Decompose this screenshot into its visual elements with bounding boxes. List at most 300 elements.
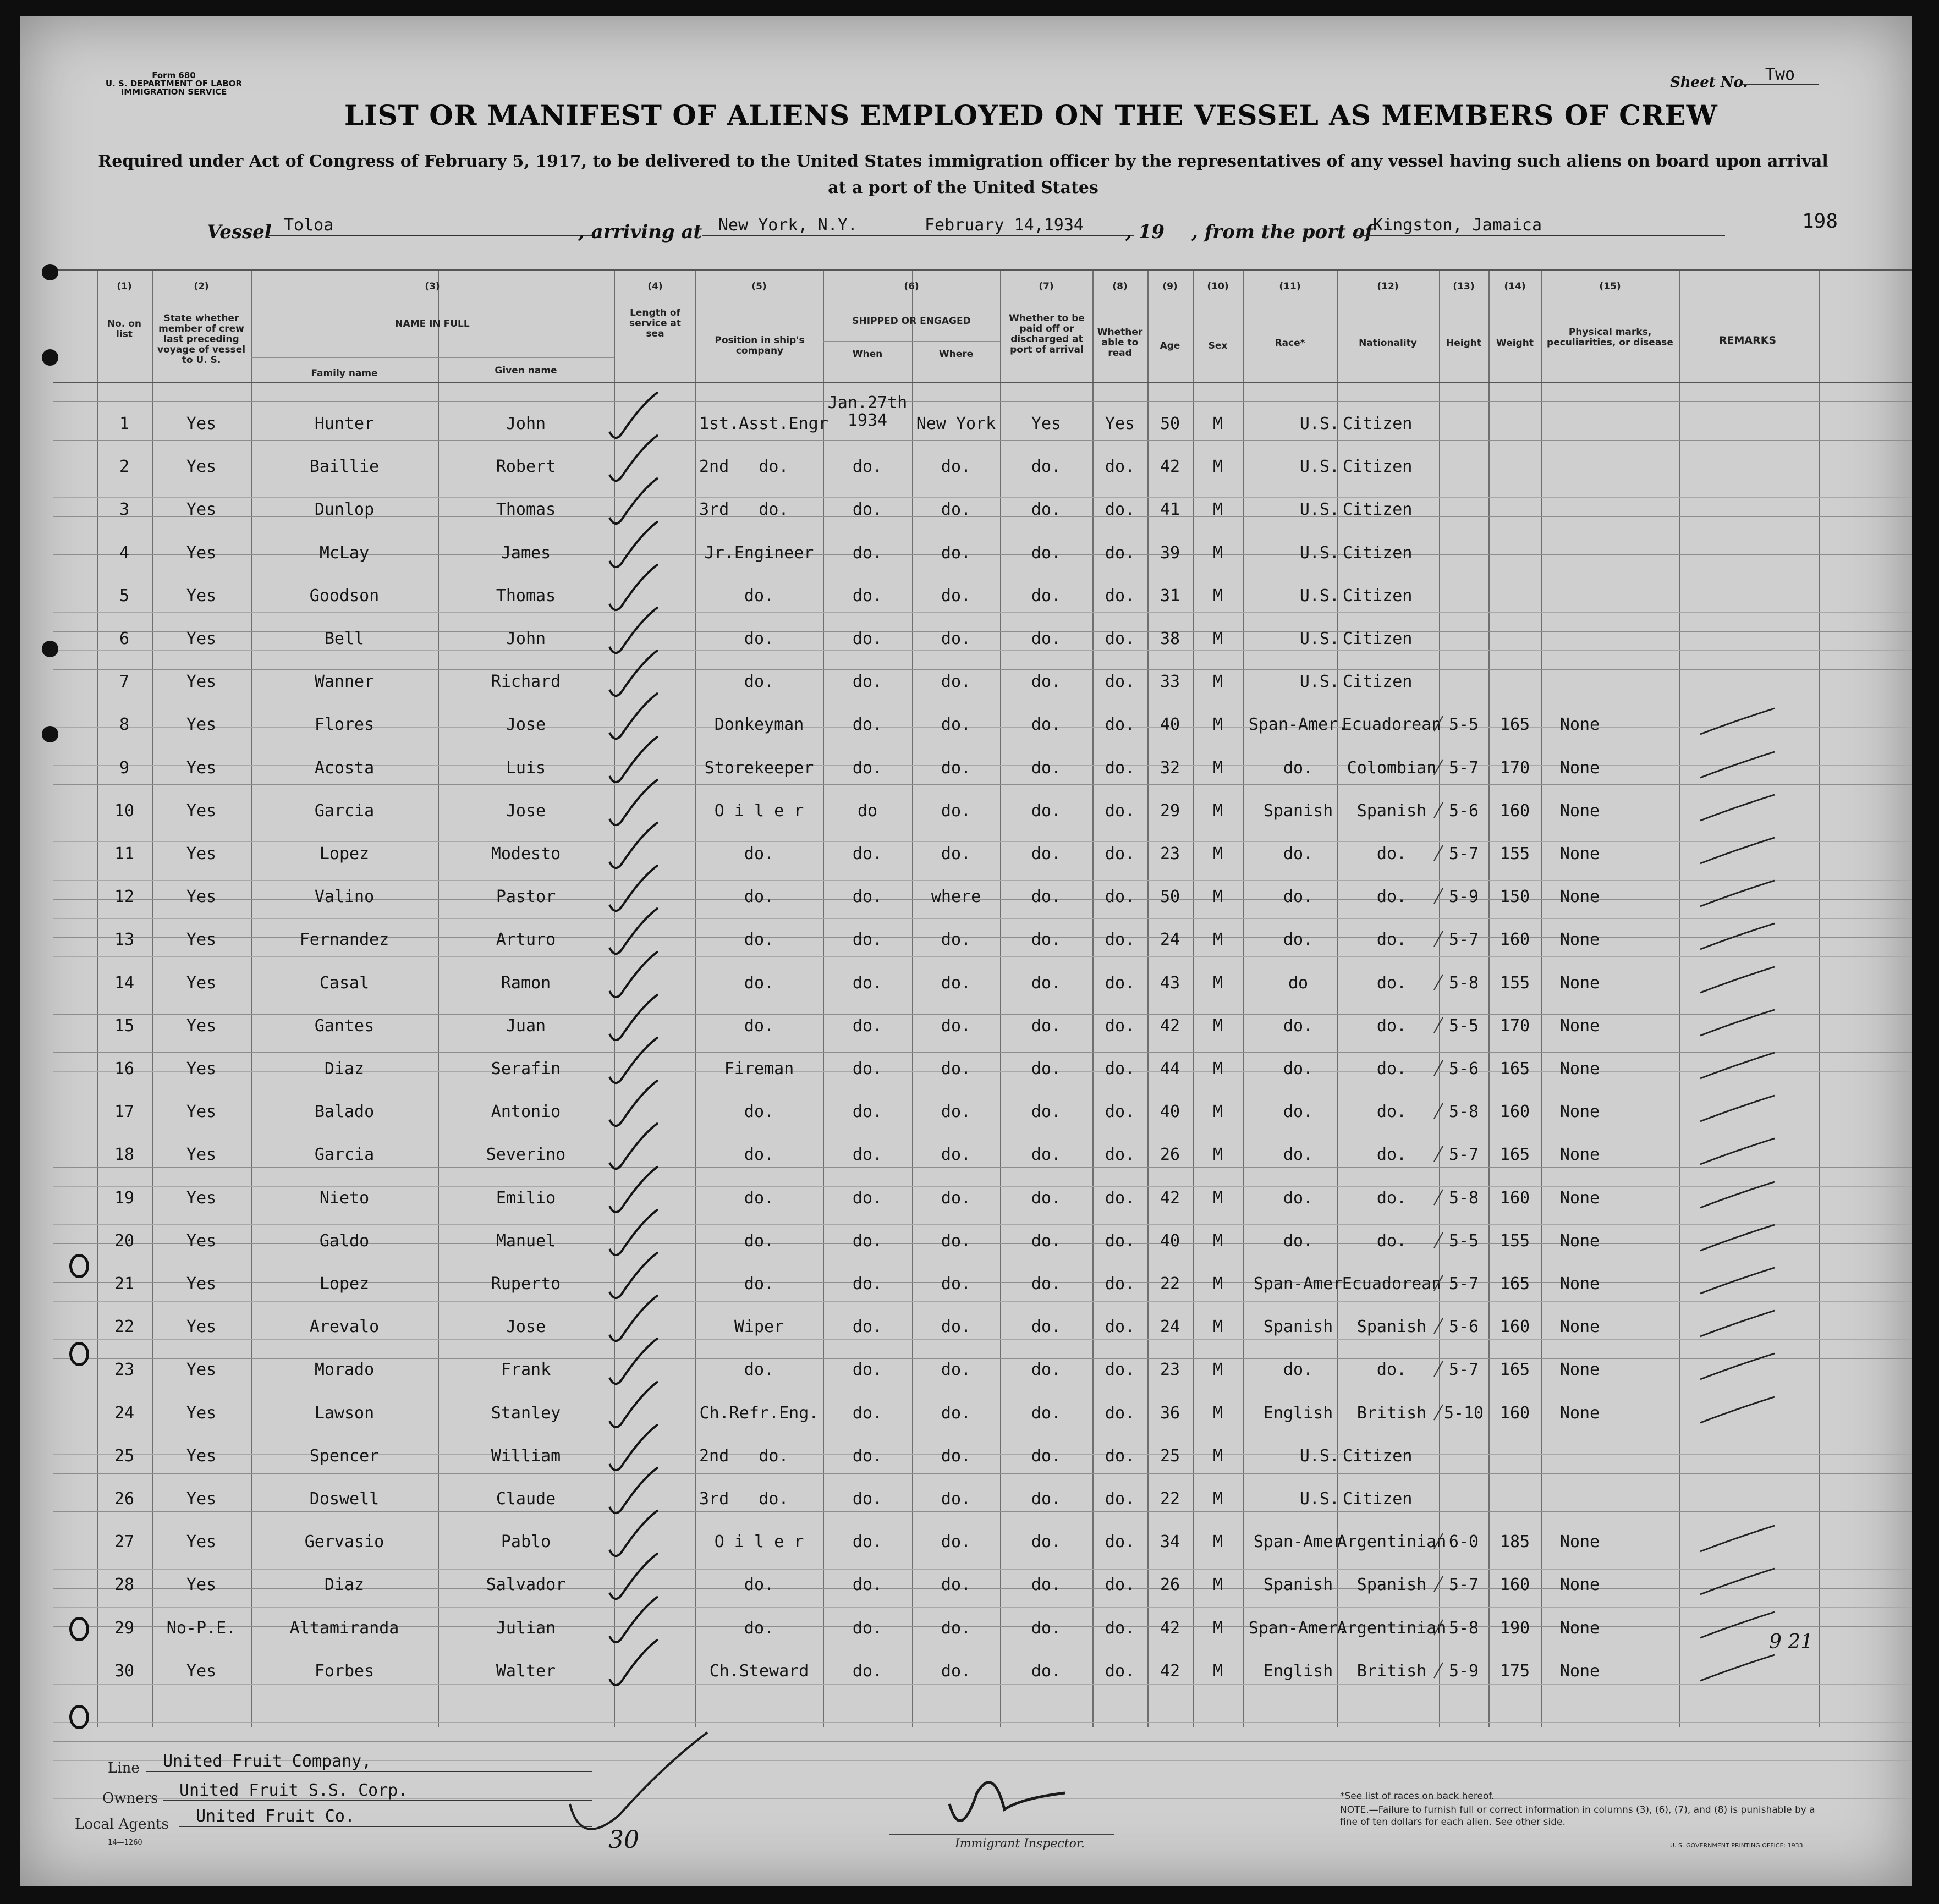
nationality-tick xyxy=(1431,885,1447,907)
cell-given: Jose xyxy=(506,801,546,821)
cell-paid: do. xyxy=(1031,844,1062,863)
cell-sex: M xyxy=(1212,586,1223,606)
nationality-tick xyxy=(1431,1530,1447,1552)
col-number-5: (5) xyxy=(751,281,767,292)
cell-no: 15 xyxy=(114,1016,135,1036)
cell-given: Richard xyxy=(491,672,561,692)
cell-height: 5-7 xyxy=(1448,930,1479,950)
cell-no: 9 xyxy=(119,758,130,778)
cell-family: Lopez xyxy=(319,1274,370,1294)
cell-where: do. xyxy=(941,844,971,863)
cell-family: Nieto xyxy=(319,1188,370,1208)
cell-sex: M xyxy=(1212,500,1223,520)
cell-position: do. xyxy=(744,1274,774,1294)
cell-paid: do. xyxy=(1031,543,1062,563)
col-number-7: (7) xyxy=(1039,281,1054,292)
cell-sex: M xyxy=(1212,1274,1223,1294)
cell-nationality: Citizen xyxy=(1343,414,1413,433)
cell-age: 39 xyxy=(1160,543,1180,563)
cell-no: 3 xyxy=(119,500,130,520)
cell-read: do. xyxy=(1105,1145,1135,1165)
cell-race: do. xyxy=(1283,1360,1314,1380)
cell-prev: Yes xyxy=(186,1102,217,1122)
table-row xyxy=(20,1313,1912,1356)
cell-race: U.S. xyxy=(1299,500,1339,520)
cell-when: do. xyxy=(852,1188,883,1208)
cell-race: U.S. xyxy=(1299,586,1339,606)
cell-where: do. xyxy=(941,1274,971,1294)
cell-paid: do. xyxy=(1031,758,1062,778)
cell-prev: Yes xyxy=(186,801,217,821)
cell-read: do. xyxy=(1105,1575,1135,1595)
cell-position: do. xyxy=(744,672,774,692)
cell-nationality: do. xyxy=(1376,1145,1407,1165)
cell-prev: Yes xyxy=(186,1145,217,1165)
cell-family: Galdo xyxy=(319,1231,370,1251)
cell-position: Ch.Refr.Eng. xyxy=(699,1403,819,1423)
cell-given: Luis xyxy=(506,758,546,778)
form-header xyxy=(91,71,256,96)
cell-age: 34 xyxy=(1160,1532,1180,1552)
remarks-slash xyxy=(1698,1564,1780,1603)
cell-marks: None xyxy=(1559,1317,1600,1337)
cell-no: 4 xyxy=(119,543,130,563)
cell-where: do. xyxy=(941,1618,971,1638)
nationality-tick xyxy=(1431,1401,1447,1423)
table-row xyxy=(20,1098,1912,1141)
cell-marks: None xyxy=(1559,1016,1600,1036)
remarks-slash xyxy=(1698,962,1780,1001)
cell-age: 22 xyxy=(1160,1489,1180,1509)
cell-given: Salvador xyxy=(486,1575,566,1595)
cell-given: Emilio xyxy=(496,1188,556,1208)
cell-family: Fernandez xyxy=(299,930,389,950)
cell-position: do. xyxy=(744,1618,774,1638)
cell-position: do. xyxy=(744,629,774,648)
cell-read: do. xyxy=(1105,500,1135,520)
col-header-able-to-read: Whether able to read xyxy=(1097,327,1143,359)
binder-ring xyxy=(69,1254,89,1278)
cell-where: do. xyxy=(941,715,971,735)
cell-where: do. xyxy=(941,1403,971,1423)
cell-weight: 155 xyxy=(1499,844,1530,863)
cell-race: do. xyxy=(1283,1016,1314,1036)
cell-no: 25 xyxy=(114,1446,135,1466)
table-row xyxy=(20,625,1912,668)
department: U. S. DEPARTMENT OF LABOR xyxy=(105,79,243,89)
cell-prev: Yes xyxy=(186,758,217,778)
cell-given: Severino xyxy=(486,1145,566,1165)
cell-race: Span-Amer. xyxy=(1248,715,1348,735)
cell-when: do. xyxy=(852,1317,883,1337)
cell-nationality: Colombian xyxy=(1347,758,1437,778)
cell-position: do. xyxy=(744,1188,774,1208)
nationality-tick xyxy=(1431,1315,1447,1337)
cell-position: do. xyxy=(744,1231,774,1251)
cell-sex: M xyxy=(1212,629,1223,648)
cell-sex: M xyxy=(1212,1145,1223,1165)
cell-family: Dunlop xyxy=(314,500,375,520)
cell-sex: M xyxy=(1212,1403,1223,1423)
table-row xyxy=(20,754,1912,797)
remarks-slash xyxy=(1698,1091,1780,1130)
cell-given: Jose xyxy=(506,715,546,735)
nationality-tick xyxy=(1431,713,1447,735)
nationality-tick xyxy=(1431,842,1447,864)
cell-paid: do. xyxy=(1031,887,1062,907)
cell-prev: Yes xyxy=(186,1188,217,1208)
binder-ring xyxy=(69,1342,89,1366)
table-row xyxy=(20,582,1912,625)
col-header-paid-off: Whether to be paid off or discharged at port of arrival xyxy=(1009,313,1085,355)
cell-marks: None xyxy=(1559,715,1600,735)
cell-race: English xyxy=(1263,1403,1333,1423)
cell-no: 12 xyxy=(114,887,135,907)
cell-height: 5-7 xyxy=(1448,844,1479,863)
cell-when: do. xyxy=(852,1145,883,1165)
cell-paid: do. xyxy=(1031,1317,1062,1337)
cell-paid: do. xyxy=(1031,1188,1062,1208)
cell-age: 42 xyxy=(1160,1016,1180,1036)
cell-prev: Yes xyxy=(186,1532,217,1552)
cell-race: U.S. xyxy=(1299,457,1339,477)
cell-no: 28 xyxy=(114,1575,135,1595)
cell-read: do. xyxy=(1105,1532,1135,1552)
cell-sex: M xyxy=(1212,457,1223,477)
col-header-age: Age xyxy=(1160,340,1180,351)
col-header-length-of-service: Length of service at sea xyxy=(629,307,682,339)
cell-sex: M xyxy=(1212,1446,1223,1466)
cell-position: do. xyxy=(744,887,774,907)
col-number-2: (2) xyxy=(194,281,209,292)
agents-company: United Fruit Co. xyxy=(179,1807,592,1827)
cell-no: 22 xyxy=(114,1317,135,1337)
cell-when: do. xyxy=(852,672,883,692)
cell-read: do. xyxy=(1105,1231,1135,1251)
cell-no: 7 xyxy=(119,672,130,692)
cell-position: do. xyxy=(744,844,774,863)
service: IMMIGRATION SERVICE xyxy=(120,87,227,97)
cell-prev: Yes xyxy=(186,930,217,950)
cell-when: do xyxy=(857,801,878,821)
cell-race: Span-Amer xyxy=(1253,1532,1343,1552)
cell-weight: 185 xyxy=(1499,1532,1530,1552)
cell-weight: 190 xyxy=(1499,1618,1530,1638)
cell-sex: M xyxy=(1212,1059,1223,1078)
cell-when: Jan.27th 1934 xyxy=(827,393,908,430)
cell-height: 5-8 xyxy=(1448,1102,1479,1122)
cell-prev: Yes xyxy=(186,1274,217,1294)
cell-paid: do. xyxy=(1031,1618,1062,1638)
cell-weight: 165 xyxy=(1499,715,1530,735)
cell-race: Spanish xyxy=(1263,1317,1333,1337)
cell-nationality: Citizen xyxy=(1343,672,1413,692)
cell-given: Antonio xyxy=(491,1102,561,1122)
cell-read: Yes xyxy=(1105,414,1135,433)
cell-height: 5-9 xyxy=(1448,887,1479,907)
remarks-slash xyxy=(1698,1005,1780,1044)
cell-age: 43 xyxy=(1160,973,1180,993)
cell-when: do. xyxy=(852,930,883,950)
ruled-line xyxy=(53,1722,1912,1723)
cell-given: Thomas xyxy=(496,500,556,520)
cell-race: do xyxy=(1288,973,1309,993)
cell-given: Arturo xyxy=(496,930,556,950)
cell-sex: M xyxy=(1212,758,1223,778)
binder-hole xyxy=(42,349,58,366)
cell-height: 5-6 xyxy=(1448,801,1479,821)
nationality-tick xyxy=(1431,1143,1447,1165)
cell-race: U.S. xyxy=(1299,629,1339,648)
year-label: , 19 xyxy=(1125,221,1165,243)
cell-sex: M xyxy=(1212,1618,1223,1638)
table-row xyxy=(20,840,1912,883)
cell-race: do. xyxy=(1283,930,1314,950)
cell-where: do. xyxy=(941,801,971,821)
cell-race: do. xyxy=(1283,844,1314,863)
cell-position: do. xyxy=(744,1016,774,1036)
cell-when: do. xyxy=(852,1059,883,1078)
manifest-sheet xyxy=(20,16,1912,1886)
cell-read: do. xyxy=(1105,1446,1135,1466)
cell-where: do. xyxy=(941,973,971,993)
cell-nationality: Citizen xyxy=(1343,543,1413,563)
cell-family: Garcia xyxy=(314,801,375,821)
cell-nationality: do. xyxy=(1376,1188,1407,1208)
page-subtitle: Required under Act of Congress of February 5, 1917, to be delivered to the United States immigration officer by the representatives of any vessel having such aliens on board upon arrival at a port of the United States xyxy=(98,152,1828,197)
cell-family: Balado xyxy=(314,1102,375,1122)
cell-position: Wiper xyxy=(734,1317,784,1337)
cell-family: Lopez xyxy=(319,844,370,863)
cell-when: do. xyxy=(852,715,883,735)
cell-prev: Yes xyxy=(186,1446,217,1466)
cell-prev: Yes xyxy=(186,1489,217,1509)
line-label: Line xyxy=(108,1760,140,1776)
remarks-slash xyxy=(1698,704,1780,742)
cell-weight: 160 xyxy=(1499,1317,1530,1337)
col-number-13: (13) xyxy=(1453,281,1475,292)
table-row xyxy=(20,453,1912,496)
cell-no: 23 xyxy=(114,1360,135,1380)
cell-paid: do. xyxy=(1031,1016,1062,1036)
cell-sex: M xyxy=(1212,844,1223,863)
cell-when: do. xyxy=(852,1532,883,1552)
cell-given: Juan xyxy=(506,1016,546,1036)
cell-sex: M xyxy=(1212,1016,1223,1036)
cell-paid: do. xyxy=(1031,1532,1062,1552)
cell-race: U.S. xyxy=(1299,1446,1339,1466)
cell-where: do. xyxy=(941,1016,971,1036)
table-row xyxy=(20,1356,1912,1399)
cell-no: 10 xyxy=(114,801,135,821)
col-number-3: (3) xyxy=(425,281,440,292)
cell-where: do. xyxy=(941,629,971,648)
cell-age: 26 xyxy=(1160,1145,1180,1165)
cell-marks: None xyxy=(1559,844,1600,863)
cell-where: do. xyxy=(941,1231,971,1251)
cell-nationality: Spanish xyxy=(1356,801,1427,821)
cell-read: do. xyxy=(1105,887,1135,907)
cell-prev: Yes xyxy=(186,543,217,563)
cell-nationality: Citizen xyxy=(1343,500,1413,520)
cell-family: Doswell xyxy=(309,1489,380,1509)
cell-given: Jose xyxy=(506,1317,546,1337)
cell-nationality: Spanish xyxy=(1356,1575,1427,1595)
cell-prev: Yes xyxy=(186,973,217,993)
printer-note: U. S. GOVERNMENT PRINTING OFFICE: 1933 xyxy=(1670,1842,1803,1849)
cell-position: do. xyxy=(744,1575,774,1595)
cell-sex: M xyxy=(1212,887,1223,907)
cell-given: William xyxy=(491,1446,561,1466)
cell-paid: do. xyxy=(1031,973,1062,993)
cell-where: do. xyxy=(941,1661,971,1681)
cell-age: 42 xyxy=(1160,457,1180,477)
cell-when: do. xyxy=(852,1016,883,1036)
col-number-1: (1) xyxy=(117,281,132,292)
cell-paid: do. xyxy=(1031,586,1062,606)
cell-position: 2nd do. xyxy=(699,1446,789,1466)
cell-read: do. xyxy=(1105,543,1135,563)
cell-when: do. xyxy=(852,1618,883,1638)
table-row xyxy=(20,668,1912,711)
cell-height: 6-0 xyxy=(1448,1532,1479,1552)
cell-paid: do. xyxy=(1031,1059,1062,1078)
cell-paid: do. xyxy=(1031,1102,1062,1122)
cell-where: do. xyxy=(941,1575,971,1595)
cell-where: do. xyxy=(941,930,971,950)
cell-family: Baillie xyxy=(309,457,380,477)
table-row xyxy=(20,496,1912,538)
cell-prev: Yes xyxy=(186,629,217,648)
cell-position: Ch.Steward xyxy=(709,1661,809,1681)
cell-read: do. xyxy=(1105,1360,1135,1380)
cell-position: Donkeyman xyxy=(714,715,804,735)
cell-no: 13 xyxy=(114,930,135,950)
cell-height: 5-7 xyxy=(1448,1274,1479,1294)
cell-when: do. xyxy=(852,1446,883,1466)
cell-paid: do. xyxy=(1031,1575,1062,1595)
cell-age: 44 xyxy=(1160,1059,1180,1078)
cell-no: 1 xyxy=(119,414,130,433)
cell-no: 17 xyxy=(114,1102,135,1122)
cell-nationality: do. xyxy=(1376,1102,1407,1122)
cell-given: Ruperto xyxy=(491,1274,561,1294)
cell-when: do. xyxy=(852,1360,883,1380)
remarks-slash xyxy=(1698,876,1780,915)
cell-weight: 160 xyxy=(1499,801,1530,821)
cell-sex: M xyxy=(1212,1317,1223,1337)
cell-position: Jr.Engineer xyxy=(704,543,814,563)
cell-read: do. xyxy=(1105,1403,1135,1423)
cell-position: Storekeeper xyxy=(704,758,814,778)
cell-race: Spanish xyxy=(1263,1575,1333,1595)
cell-where: do. xyxy=(941,1188,971,1208)
cell-read: do. xyxy=(1105,1059,1135,1078)
cell-position: do. xyxy=(744,1102,774,1122)
cell-family: Gantes xyxy=(314,1016,375,1036)
cell-where: do. xyxy=(941,1145,971,1165)
nationality-tick xyxy=(1431,1659,1447,1681)
cell-sex: M xyxy=(1212,1489,1223,1509)
cell-when: do. xyxy=(852,586,883,606)
cell-read: do. xyxy=(1105,1489,1135,1509)
col-header-shipped: SHIPPED OR ENGAGED xyxy=(852,316,971,327)
cell-weight: 160 xyxy=(1499,930,1530,950)
col-header-remarks: REMARKS xyxy=(1718,334,1777,346)
cell-when: do. xyxy=(852,1102,883,1122)
col-header-position: Position in ship's company xyxy=(715,335,805,356)
cell-position: 3rd do. xyxy=(699,500,789,520)
cell-no: 30 xyxy=(114,1661,135,1681)
cell-race: do. xyxy=(1283,1059,1314,1078)
stamp-number: 198 xyxy=(1802,210,1838,233)
cell-marks: None xyxy=(1559,1360,1600,1380)
cell-age: 42 xyxy=(1160,1618,1180,1638)
cell-position: do. xyxy=(744,930,774,950)
cell-given: Modesto xyxy=(491,844,561,863)
nationality-tick xyxy=(1431,1229,1447,1251)
nationality-tick xyxy=(1431,799,1447,821)
cell-read: do. xyxy=(1105,457,1135,477)
cell-given: James xyxy=(501,543,551,563)
cell-when: do. xyxy=(852,543,883,563)
cell-prev: Yes xyxy=(186,1403,217,1423)
cell-family: Diaz xyxy=(324,1059,365,1078)
cell-family: McLay xyxy=(319,543,370,563)
cell-when: do. xyxy=(852,887,883,907)
col-number-14: (14) xyxy=(1504,281,1526,292)
cell-height: 5-6 xyxy=(1448,1317,1479,1337)
cell-marks: None xyxy=(1559,1188,1600,1208)
cell-read: do. xyxy=(1105,1274,1135,1294)
cell-race: U.S. xyxy=(1299,414,1339,433)
owners-company: United Fruit S.S. Corp. xyxy=(163,1781,592,1801)
cell-age: 31 xyxy=(1160,586,1180,606)
cell-age: 23 xyxy=(1160,844,1180,863)
remarks-slash xyxy=(1698,1521,1780,1560)
cell-paid: do. xyxy=(1031,1403,1062,1423)
from-label: , from the port of xyxy=(1191,221,1373,243)
cell-prev: Yes xyxy=(186,457,217,477)
remarks-slash xyxy=(1698,1220,1780,1259)
remarks-slash xyxy=(1698,1134,1780,1173)
cell-race: Spanish xyxy=(1263,801,1333,821)
page-title: LIST OR MANIFEST OF ALIENS EMPLOYED ON THE VESSEL AS MEMBERS OF CREW xyxy=(344,99,1718,131)
col-header-nationality: Nationality xyxy=(1359,338,1417,349)
cell-height: 5-7 xyxy=(1448,758,1479,778)
cell-prev: Yes xyxy=(186,672,217,692)
cell-nationality: do. xyxy=(1376,1059,1407,1078)
cell-prev: Yes xyxy=(186,1360,217,1380)
cell-weight: 170 xyxy=(1499,1016,1530,1036)
cell-sex: M xyxy=(1212,801,1223,821)
cell-age: 29 xyxy=(1160,801,1180,821)
cell-where: do. xyxy=(941,1102,971,1122)
cell-race: do. xyxy=(1283,1231,1314,1251)
table-row xyxy=(20,1571,1912,1614)
remarks-slash xyxy=(1698,1650,1780,1689)
cell-family: Altamiranda xyxy=(289,1618,399,1638)
cell-height: 5-8 xyxy=(1448,1618,1479,1638)
cell-family: Spencer xyxy=(309,1446,380,1466)
cell-height: 5-5 xyxy=(1448,1231,1479,1251)
cell-where: New York xyxy=(916,414,996,433)
cell-nationality: Citizen xyxy=(1343,1489,1413,1509)
cell-race: do. xyxy=(1283,887,1314,907)
cell-position: do. xyxy=(744,586,774,606)
cell-sex: M xyxy=(1212,1360,1223,1380)
cell-sex: M xyxy=(1212,1532,1223,1552)
